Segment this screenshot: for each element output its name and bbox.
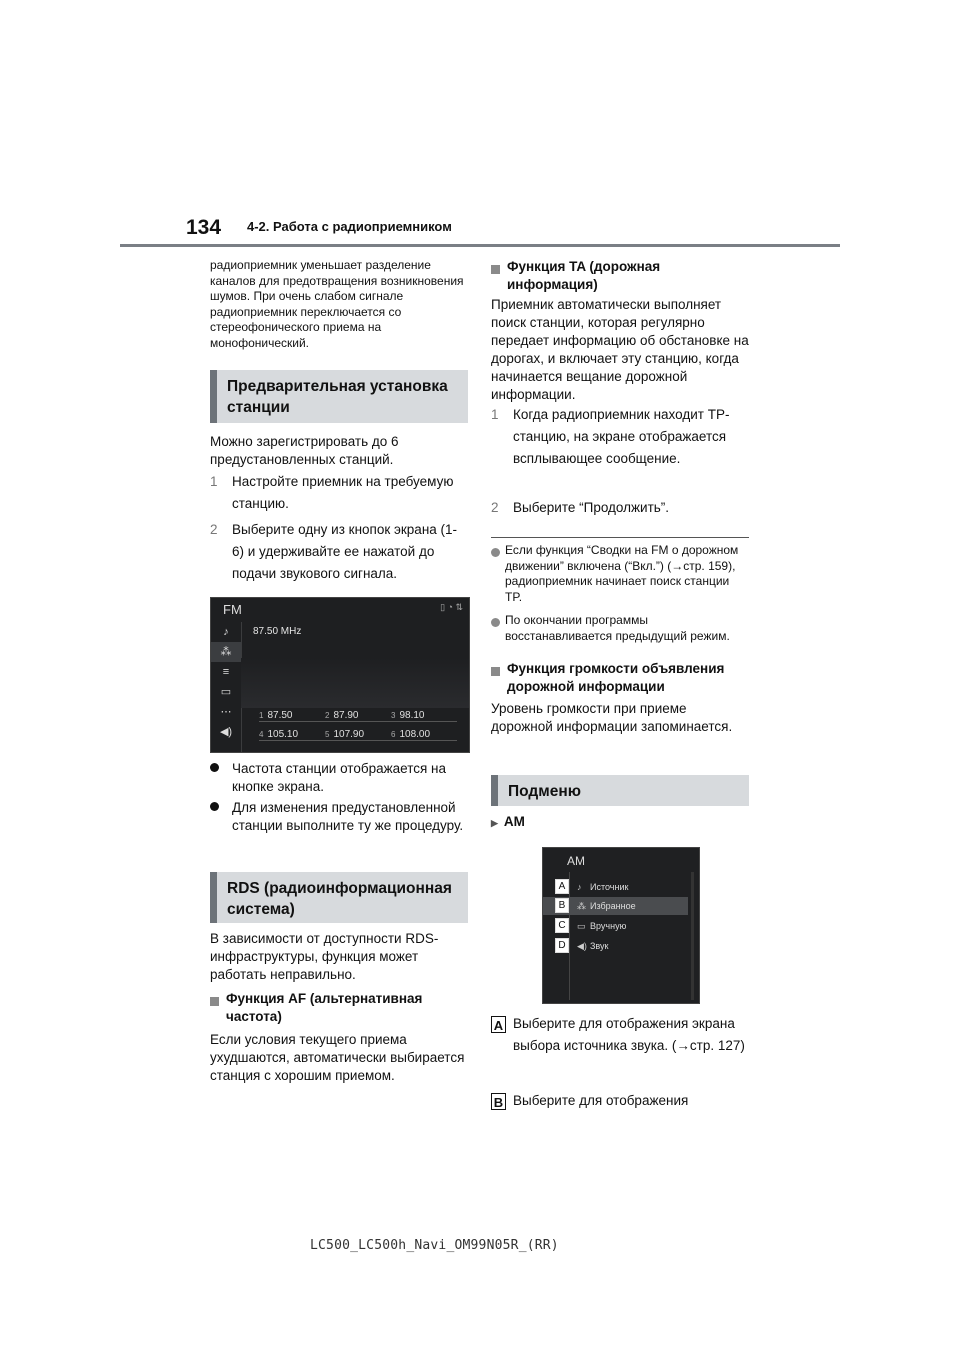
bullet-item [210, 760, 468, 796]
ta-title: Функция TA (дорожная информация) [507, 259, 661, 292]
note-dot-icon [491, 548, 500, 557]
ta-heading [491, 258, 749, 294]
menu-label: Избранное [590, 901, 636, 911]
preset-button[interactable]: 3 98.10 [391, 710, 457, 722]
am-scrollbar [691, 872, 694, 1000]
desc-a [491, 1013, 749, 1057]
source-icon: ♪ [223, 626, 229, 638]
header-divider [120, 244, 840, 247]
note-item [491, 613, 749, 644]
status-icons: ▯ ◔ ⇅ [440, 602, 463, 612]
desc-b [491, 1090, 749, 1114]
step-number: 1 [491, 407, 499, 422]
fm-title: FM [223, 602, 242, 617]
footer-doc-code: LC500_LC500h_Navi_OM99N05R_(RR) [310, 1238, 559, 1253]
favorites-icon: ⁂ [577, 901, 586, 911]
presets-text: Можно зарегистрировать до 6 предустановленных станций. [210, 434, 399, 467]
vol-heading [491, 660, 749, 696]
bullet-text: Для изменения предустановленной станции выполните ту же процедуру. [232, 800, 464, 833]
note-item [491, 543, 749, 605]
callout-label: D [555, 938, 569, 953]
step-number: 1 [210, 474, 218, 489]
step-text: Когда радиоприемник находит TP-станцию, на экране отображается всплывающее сообщение. [513, 407, 730, 466]
fm-frequency: 87.50 MHz [253, 626, 302, 637]
manual-icon: ▭ [577, 921, 586, 931]
chapter-title: 4-2. Работа с радиоприемником [247, 219, 452, 234]
preset-button[interactable]: 5 107.90 [325, 729, 391, 741]
arrow-marker-icon: ▶ [491, 818, 498, 828]
step-text: Выберите “Продолжить”. [513, 500, 670, 515]
fm-sidebar [211, 622, 242, 752]
am-subheading [491, 813, 525, 832]
presets-icon: ⁂ [211, 642, 241, 662]
af-text: Если условия текущего приема ухудшаются, автоматически выбирается станция с хорошим приемом. [210, 1032, 465, 1083]
am-menu-item[interactable] [543, 937, 688, 955]
bullet-dot-icon [210, 802, 219, 811]
intro-text: радиоприемник уменьшает разделение каналов для предотвращения возникновения шумов. При очень слабом сигнале радиоприемник переключается со стереофонического приема на монофонический. [210, 258, 464, 350]
bullet-dot-icon [210, 763, 219, 772]
step-2 [210, 519, 468, 585]
ta-step-1 [491, 404, 749, 470]
menu-label: Звук [590, 941, 609, 951]
af-title: Функция AF (альтернативная частота) [226, 991, 423, 1024]
am-menu-item[interactable] [543, 878, 688, 896]
more-icon: ⋯ [220, 706, 232, 718]
note-text: По окончании программы восстанавливается предыдущий режим. [505, 613, 730, 643]
notes-divider [491, 537, 749, 538]
sound-icon: ◀) [577, 941, 587, 951]
manual-icon: ≡ [222, 666, 230, 678]
callout-label: B [555, 898, 569, 913]
preset-button[interactable]: 2 87.90 [325, 710, 391, 722]
label-a: A [491, 1016, 506, 1033]
step-text: Настройте приемник на требуемую станцию. [232, 474, 454, 511]
callout-label: A [555, 879, 569, 894]
note-text: Если функция “Сводки на FM о дорожном движении” включена (“Вкл.”) (→стр. 159), радиоприемник начинает поиск станции TP. [505, 543, 739, 604]
am-menu-item[interactable] [543, 917, 688, 935]
am-screen-image [542, 847, 700, 1004]
fm-visual-backdrop [241, 658, 469, 708]
square-bullet-icon [491, 667, 500, 676]
step-1 [210, 471, 468, 515]
preset-button[interactable]: 1 87.50 [259, 710, 325, 722]
section-heading-rds: RDS (радиоинформационная система) [210, 872, 468, 923]
page-number: 134 [186, 216, 222, 239]
ta-step-2 [491, 497, 749, 519]
square-bullet-icon [491, 265, 500, 274]
section-heading-presets: Предварительная установка станции [210, 370, 468, 423]
step-number: 2 [491, 500, 499, 515]
list-icon: ▭ [220, 686, 232, 698]
preset-button[interactable]: 4 105.10 [259, 729, 325, 741]
label-b: B [491, 1093, 506, 1110]
square-bullet-icon [210, 997, 219, 1006]
source-icon: ♪ [577, 882, 582, 892]
bullet-text: Частота станции отображается на кнопке экрана. [232, 761, 447, 794]
desc-a-text: Выберите для отображения экрана выбора источника звука. (→стр. 127) [513, 1016, 745, 1053]
ta-text: Приемник автоматически выполняет поиск станции, которая регулярно передает информацию об обстановке на дорогах, и включает эту станцию, когда начинается вещание дорожной информации. [491, 297, 749, 402]
af-heading [210, 990, 468, 1026]
fm-screen-image [210, 597, 470, 753]
step-number: 2 [210, 522, 218, 537]
am-menu-item[interactable] [543, 897, 688, 915]
rds-text: В зависимости от доступности RDS-инфраструктуры, функция может работать неправильно. [210, 931, 439, 982]
note-dot-icon [491, 618, 500, 627]
menu-label: Вручную [590, 921, 627, 931]
sound-icon: ◀) [219, 726, 233, 738]
desc-b-text: Выберите для отображения [513, 1093, 689, 1108]
section-heading-submenu: Подменю [491, 775, 749, 806]
preset-button[interactable]: 6 108.00 [391, 729, 457, 741]
vol-title: Функция громкости объявления дорожной информации [507, 661, 725, 694]
bullet-item [210, 799, 468, 835]
vol-text: Уровень громкости при приеме дорожной информации запоминается. [491, 701, 733, 734]
am-label: AM [503, 814, 525, 829]
step-text: Выберите одну из кнопок экрана (1-6) и удерживайте ее нажатой до подачи звукового сигнала. [232, 522, 458, 581]
am-title: AM [567, 854, 585, 868]
callout-label: C [555, 918, 569, 933]
menu-label: Источник [590, 882, 629, 892]
